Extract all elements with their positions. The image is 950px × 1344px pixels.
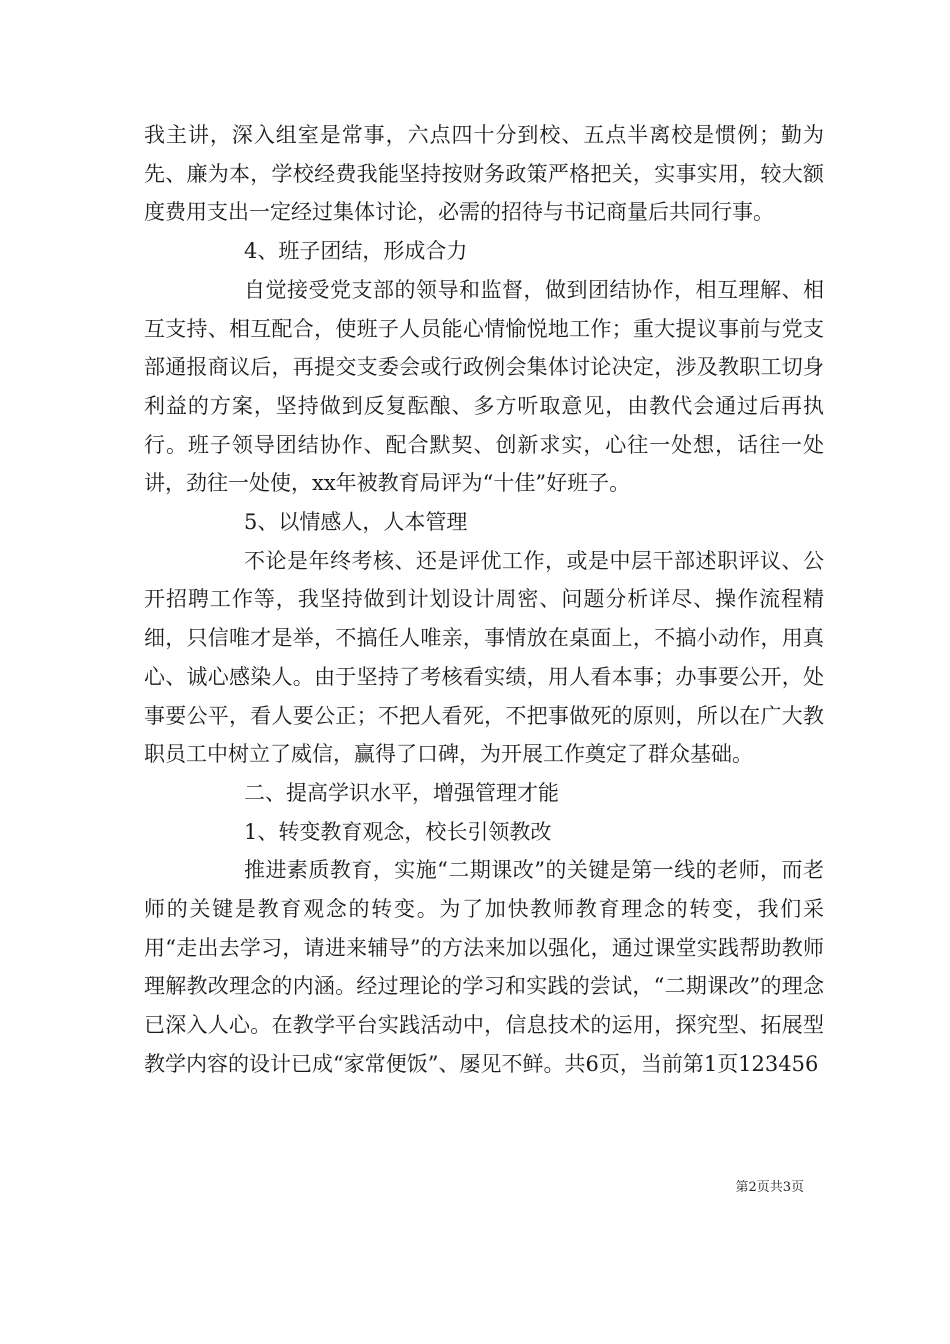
page-footer: 第2页共3页 <box>735 1180 804 1195</box>
paragraph-humane-management: 不论是年终考核、还是评优工作，或是中层干部述职评议、公开招聘工作等，我坚持做到计划设计周密、问题分析详尽、操作流程精细，只信唯才是举，不搞任人唯亲，事情放在桌面上，不搞小动作，用真心、诚心感染人。由于坚持了考核看实绩，用人看本事；办事要公开，处事要公平，看人要公正；不把人看死，不把事做死的原则，所以在广大教职员工中树立了威信，赢得了口碑，为开展工作奠定了群众基础。 <box>144 548 824 767</box>
section-heading-4: 4、班子团结，形成合力 <box>244 239 468 264</box>
paragraph-team-unity: 自觉接受党支部的领导和监督，做到团结协作，相互理解、相互支持、相互配合，使班子人员能心情愉悦地工作；重大提议事前与党支部通报商议后，再提交支委会或行政例会集体讨论决定，涉及教职工切身利益的方案，坚持做到反复酝酿、多方听取意见，由教代会通过后再执行。班子领导团结协作、配合默契、创新求实，心往一处想，话往一处讲，劲往一处使，xx年被教育局评为“十佳”好班子。 <box>144 277 824 496</box>
section-heading-two: 二、提高学识水平，增强管理才能 <box>244 780 559 805</box>
section-heading-5: 5、以情感人，人本管理 <box>244 510 468 535</box>
paragraph-continued: 我主讲，深入组室是常事，六点四十分到校、五点半离校是惯例；勤为先、廉为本，学校经费我能坚持按财务政策严格把关，实事实用，较大额度费用支出一定经过集体讨论，必需的招待与书记商量后共同行事。 <box>144 123 824 225</box>
subsection-heading-1: 1、转变教育观念，校长引领教改 <box>244 819 552 844</box>
document-page <box>144 116 824 1084</box>
paragraph-education-concept: 推进素质教育，实施“二期课改”的关键是第一线的老师，而老师的关键是教育观念的转变。为了加快教师教育理念的转变，我们采用“走出去学习，请进来辅导”的方法来加以强化，通过课堂实践帮助教师理解教改理念的内涵。经过理论的学习和实践的尝试，“二期课改”的理念已深入人心。在教学平台实践活动中，信息技术的运用，探究型、拓展型教学内容的设计已成“家常便饭”、屡见不鲜。共6页，当前第1页123456 <box>144 858 824 1076</box>
